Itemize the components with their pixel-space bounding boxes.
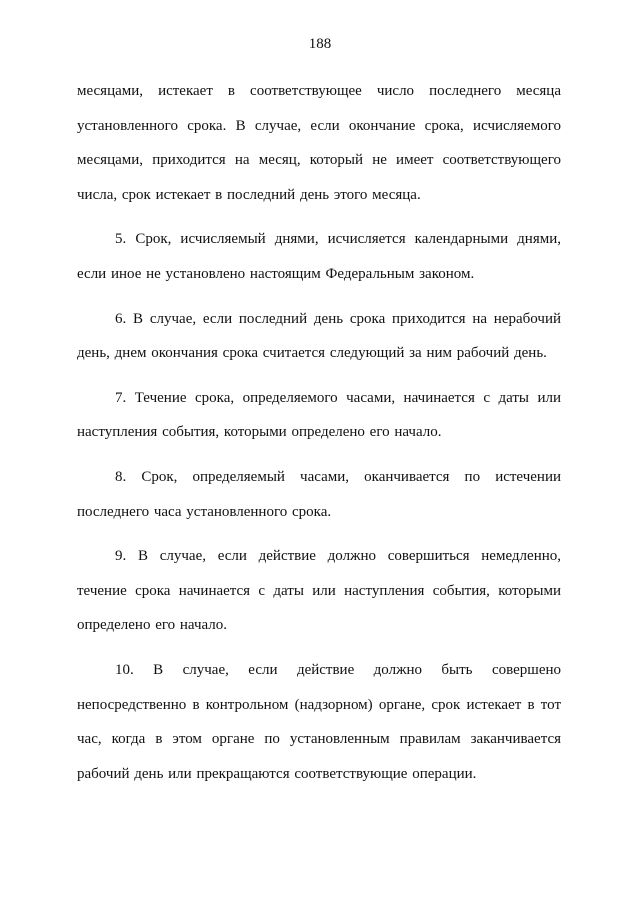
document-body <box>77 74 561 801</box>
page-number: 188 <box>308 36 332 52</box>
paragraph-item-9: 9. В случае, если действие должно совершиться немедленно, течение срока начинается с даты или наступления события, которыми определено его начало. <box>77 548 561 634</box>
paragraph-item-7: 7. Течение срока, определяемого часами, начинается с даты или наступления события, которыми определено его начало. <box>77 389 561 441</box>
paragraph-item-8: 8. Срок, определяемый часами, оканчивается по истечении последнего часа установленного срока. <box>77 468 561 520</box>
paragraph-item-6: 6. В случае, если последний день срока приходится на нерабочий день, днем окончания срока считается следующий за ним рабочий день. <box>77 310 561 362</box>
paragraph-continuation: месяцами, истекает в соответствующее число последнего месяца установленного срока. В случае, если окончание срока, исчисляемого месяцами, приходится на месяц, который не имеет соответствующего числа, срок истекает в последний день этого месяца. <box>77 83 561 203</box>
paragraph-item-10: 10. В случае, если действие должно быть совершено непосредственно в контрольном (надзорном) органе, срок истекает в тот час, когда в этом органе по установленным правилам заканчивается рабочий день или прекращаются соответствующие операции. <box>77 661 561 782</box>
paragraph-item-5: 5. Срок, исчисляемый днями, исчисляется календарными днями, если иное не установлено настоящим Федеральным законом. <box>77 231 561 282</box>
